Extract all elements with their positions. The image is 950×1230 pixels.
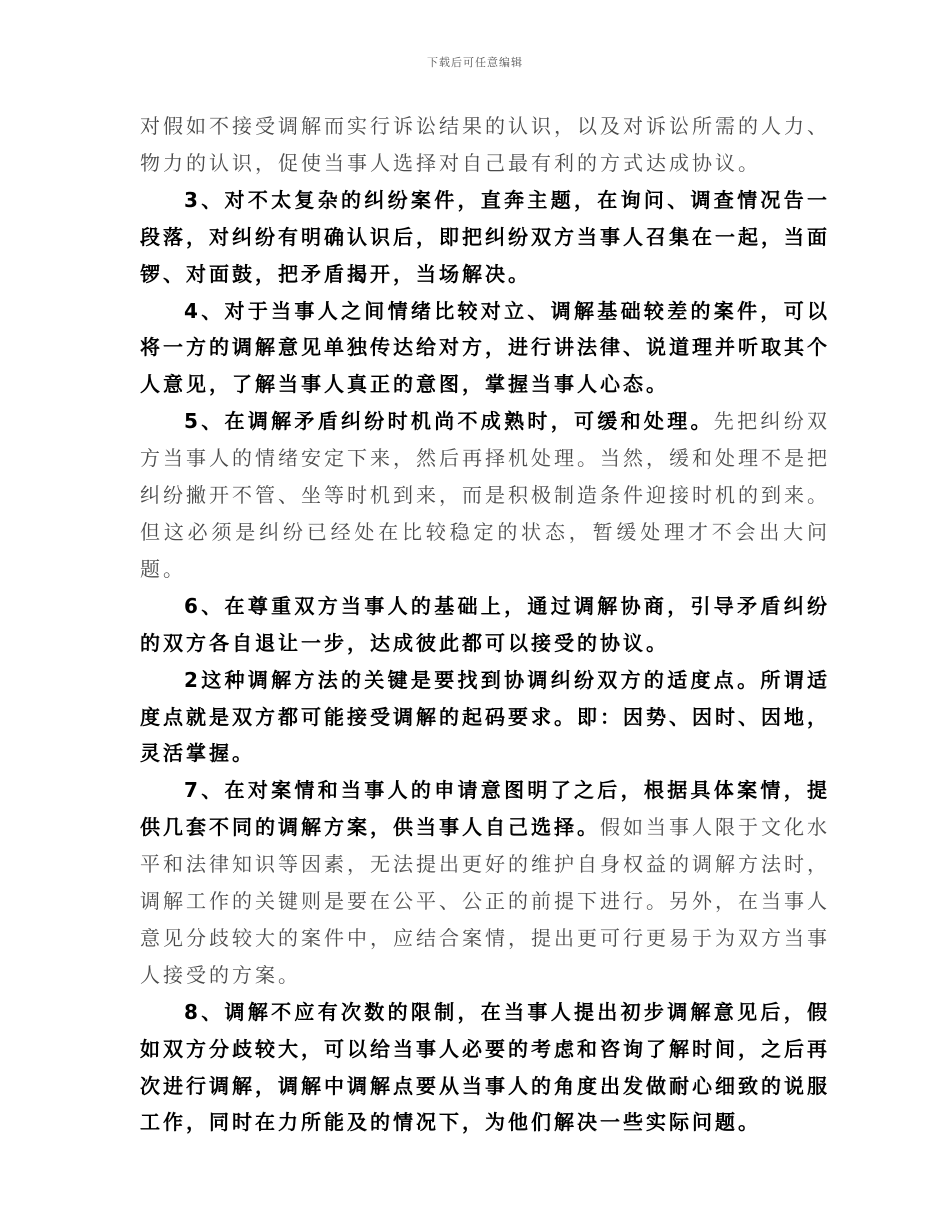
paragraph-text: 8、调解不应有次数的限制，在当事人提出初步调解意见后，假如双方分歧较大，可以给当事人必要的考虑和咨询了解时间，之后再次进行调解，调解中调解点要从当事人的角度出发做耐心细致的说服工作，同时在力所能及的情况下，为他们解决一些实际问题。: [140, 999, 830, 1135]
paragraph-8: [140, 994, 830, 1142]
document-body: [140, 108, 830, 1141]
paragraph-text: 2这种调解方法的关键是要找到协调纠纷双方的适度点。所谓适度点就是双方都可能接受调解的起码要求。即：因势、因时、因地，灵活掌握。: [140, 667, 830, 766]
paragraph-heading: 5、在调解矛盾纠纷时机尚不成熟时，可缓和处理。: [184, 409, 714, 434]
paragraph-2-key: [140, 662, 830, 773]
paragraph-7: [140, 772, 830, 993]
paragraph-text: 先把纠纷双方当事人的情绪安定下来，然后再择机处理。当然，缓和处理不是把纠纷撇开不管、坐等时机到来，而是积极制造条件迎接时机的到来。但这必须是纠纷已经处在比较稳定的状态，暂缓处理才不会出大问题。: [140, 409, 830, 581]
paragraph-6: [140, 588, 830, 662]
page-header: 下载后可任意编辑: [427, 56, 523, 69]
paragraph-3: [140, 182, 830, 293]
paragraph-0: [140, 108, 830, 182]
paragraph-text: 6、在尊重双方当事人的基础上，通过调解协商，引导矛盾纠纷的双方各自退让一步，达成彼此都可以接受的协议。: [140, 593, 830, 655]
paragraph-heading: 7、在对案情和当事人的申请意图明了之后，根据具体案情，提供几套不同的调解方案，供当事人自己选择。: [140, 778, 830, 840]
paragraph-text: 3、对不太复杂的纠纷案件，直奔主题，在询问、调查情况告一段落，对纠纷有明确认识后，即把纠纷双方当事人召集在一起，当面锣、对面鼓，把矛盾揭开，当场解决。: [140, 187, 830, 286]
paragraph-text: 对假如不接受调解而实行诉讼结果的认识，以及对诉讼所需的人力、物力的认识，促使当事人选择对自己最有利的方式达成协议。: [140, 114, 830, 175]
paragraph-text: 4、对于当事人之间情绪比较对立、调解基础较差的案件，可以将一方的调解意见单独传达给对方，进行讲法律、说道理并听取其个人意见，了解当事人真正的意图，掌握当事人心态。: [140, 298, 830, 397]
paragraph-text: 假如当事人限于文化水平和法律知识等因素，无法提出更好的维护自身权益的调解方法时，调解工作的关键则是要在公平、公正的前提下进行。另外，在当事人意见分歧较大的案件中，应结合案情，提出更可行更易于为双方当事人接受的方案。: [140, 815, 830, 987]
paragraph-5: [140, 403, 830, 588]
paragraph-4: [140, 293, 830, 404]
